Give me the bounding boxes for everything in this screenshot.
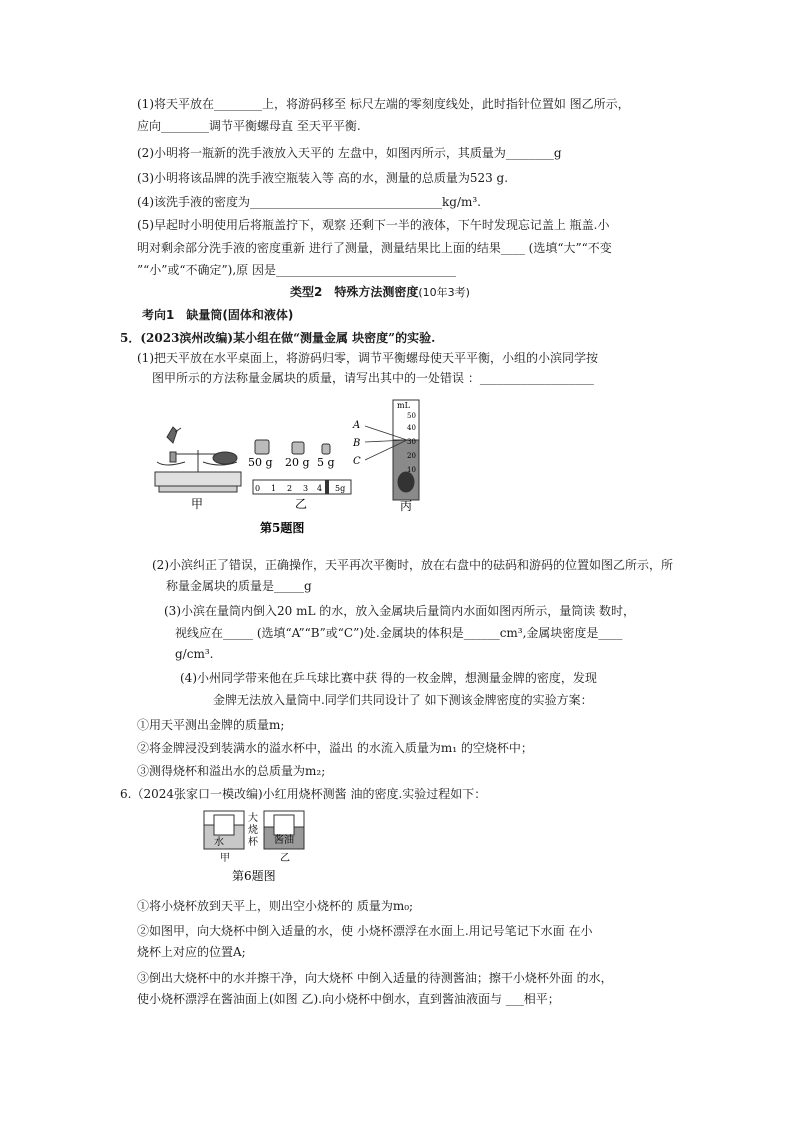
cyl-tick-30: 30 bbox=[407, 438, 416, 446]
fig6-big-2: 烧 bbox=[248, 825, 258, 836]
fig5-label-bing: 丙 bbox=[400, 499, 413, 513]
q5-part4-line2: 金牌无法放入量筒中.同学们共同设计了 如下测该金牌密度的实验方案： bbox=[213, 693, 593, 707]
cyl-tick-10: 10 bbox=[407, 466, 416, 474]
q4-line-5: (4)该洗手液的密度为________________________________kg/m³. bbox=[137, 195, 481, 209]
weight-5g: 5 g bbox=[317, 456, 335, 469]
ruler-4: 4 bbox=[317, 484, 323, 493]
fig6-soy: 酱油 bbox=[274, 835, 294, 846]
q6-stem: 6.（2024张家口一模改编)小红用烧杯测酱 油的密度.实验过程如下： bbox=[120, 787, 487, 801]
ruler-0: 0 bbox=[255, 484, 261, 493]
q6-step-2a: ②如图甲，向大烧杯中倒入适量的水，使 小烧杯漂浮在水面上.用记号笔记下水面 在小 bbox=[137, 924, 593, 938]
fig6-big-3: 杯 bbox=[248, 837, 258, 848]
section-heading-text: 类型2 特殊方法测密度 bbox=[290, 285, 419, 299]
q5-part1-line1: (1)把天平放在水平桌面上，将游码归零，调节平衡螺母使天平平衡，小组的小滨同学按 bbox=[137, 351, 599, 365]
figure-6 bbox=[200, 805, 320, 885]
q6-step-3a: ③倒出大烧杯中的水并擦干净，向大烧杯 中倒入适量的待测酱油；擦干小烧杯外面 的水， bbox=[137, 971, 613, 985]
q5-part2-line1: (2)小滨纠正了错误，正确操作，天平再次平衡时，放在右盘中的砝码和游码的位置如图乙所示，所 bbox=[152, 558, 674, 572]
q6-step-1: ①将小烧杯放到天平上，则出空小烧杯的 质量为m₀; bbox=[137, 899, 414, 913]
weights-illustration bbox=[255, 440, 330, 454]
fig5-label-jia: 甲 bbox=[191, 497, 204, 511]
fig6-caption: 第6题图 bbox=[232, 869, 276, 883]
ruler-2: 2 bbox=[287, 484, 293, 493]
q5-stem: 5．(2023滨州改编)某小组在做“测量金属 块密度”的实验. bbox=[120, 331, 436, 345]
fig6-label-jia: 甲 bbox=[220, 853, 230, 864]
q4-line-1: (1)将天平放在________上，将游码移至 标尺左端的零刻度线处，此时指针位置如 图乙所示， bbox=[137, 97, 630, 111]
cyl-tick-20: 20 bbox=[407, 452, 416, 460]
q5-part1-line2: 图甲所示的方法称量金属块的质量，请写出其中的一处错误 ：___________________ bbox=[152, 371, 594, 385]
cyl-tick-40: 40 bbox=[407, 424, 416, 432]
fig6-water: 水 bbox=[214, 837, 224, 848]
weight-20g: 20 g bbox=[285, 456, 310, 469]
q5-part2-line2: 称量金属块的质量是_____g bbox=[166, 579, 312, 593]
subsection-heading: 考向1 缺量筒(固体和液体) bbox=[142, 308, 294, 322]
cylinder-unit: mL bbox=[397, 401, 410, 410]
q6-step-3b: 使小烧杯漂浮在酱油面上(如图 乙).向小烧杯中倒水，直到酱油液面与 ___相平； bbox=[137, 992, 560, 1006]
section-heading-note: (10年3考) bbox=[418, 286, 470, 299]
view-c: C bbox=[353, 456, 361, 467]
q4-line-3: (2)小明将一瓶新的洗手液放入天平的 左盘中，如图丙所示，其质量为________g bbox=[137, 146, 562, 160]
fig5-label-yi: 乙 bbox=[295, 497, 308, 511]
figure-5 bbox=[145, 392, 445, 540]
q5-step-1: ①用天平测出金牌的质量m; bbox=[137, 718, 285, 732]
ruler-3: 3 bbox=[303, 484, 309, 493]
q5-part3-line3: g/cm³. bbox=[175, 647, 214, 661]
cyl-tick-50: 50 bbox=[407, 412, 416, 420]
weight-50g: 50 g bbox=[248, 456, 273, 469]
q4-line-4: (3)小明将该品牌的洗手液空瓶装入等 高的水，测量的总质量为523 g. bbox=[137, 171, 509, 185]
q5-step-2: ②将金牌浸没到装满水的溢水杯中，溢出 的水流入质量为m₁ 的空烧杯中； bbox=[137, 741, 533, 755]
fig6-label-yi: 乙 bbox=[280, 853, 290, 864]
q5-part3-line2: 视线应在_____ (选填“A”“B”或“C”)处.金属块的体积是______cm³,金属块密度是____ bbox=[175, 626, 623, 640]
q5-step-3: ③测得烧杯和溢出水的总质量为m₂; bbox=[137, 764, 326, 778]
section-heading bbox=[290, 284, 470, 301]
fig5-caption: 第5题图 bbox=[260, 521, 305, 535]
view-a: A bbox=[353, 420, 361, 431]
q4-line-7: 明对剩余部分洗手液的密度重新 进行了测量，测量结果比上面的结果____ (选填“大”“不变 bbox=[137, 241, 612, 255]
fig6-big-1: 大 bbox=[248, 813, 258, 824]
ruler-1: 1 bbox=[271, 484, 277, 493]
balance-illustration bbox=[155, 427, 241, 492]
q4-line-6: (5)早起时小明使用后将瓶盖拧下，观察 还剩下一半的液体，下午时发现忘记盖上 瓶盖.小 bbox=[137, 218, 610, 232]
q4-line-2: 应向________调节平衡螺母直 至天平平衡. bbox=[137, 119, 361, 133]
q5-part4-line1: (4)小州同学带来他在乒乓球比赛中获 得的一枚金牌，想测量金牌的密度，发现 bbox=[180, 671, 597, 685]
q6-step-2b: 烧杯上对应的位置A; bbox=[137, 945, 246, 959]
ruler-5g: 5g bbox=[335, 484, 346, 493]
q4-line-8: ”“小”或“不确定”),原 因是______________________________ bbox=[137, 263, 456, 277]
q5-part3-line1: (3)小滨在量筒内倒入20 mL 的水，放入金属块后量筒内水面如图丙所示，量筒读 数时， bbox=[164, 604, 636, 618]
view-b: B bbox=[353, 438, 361, 449]
